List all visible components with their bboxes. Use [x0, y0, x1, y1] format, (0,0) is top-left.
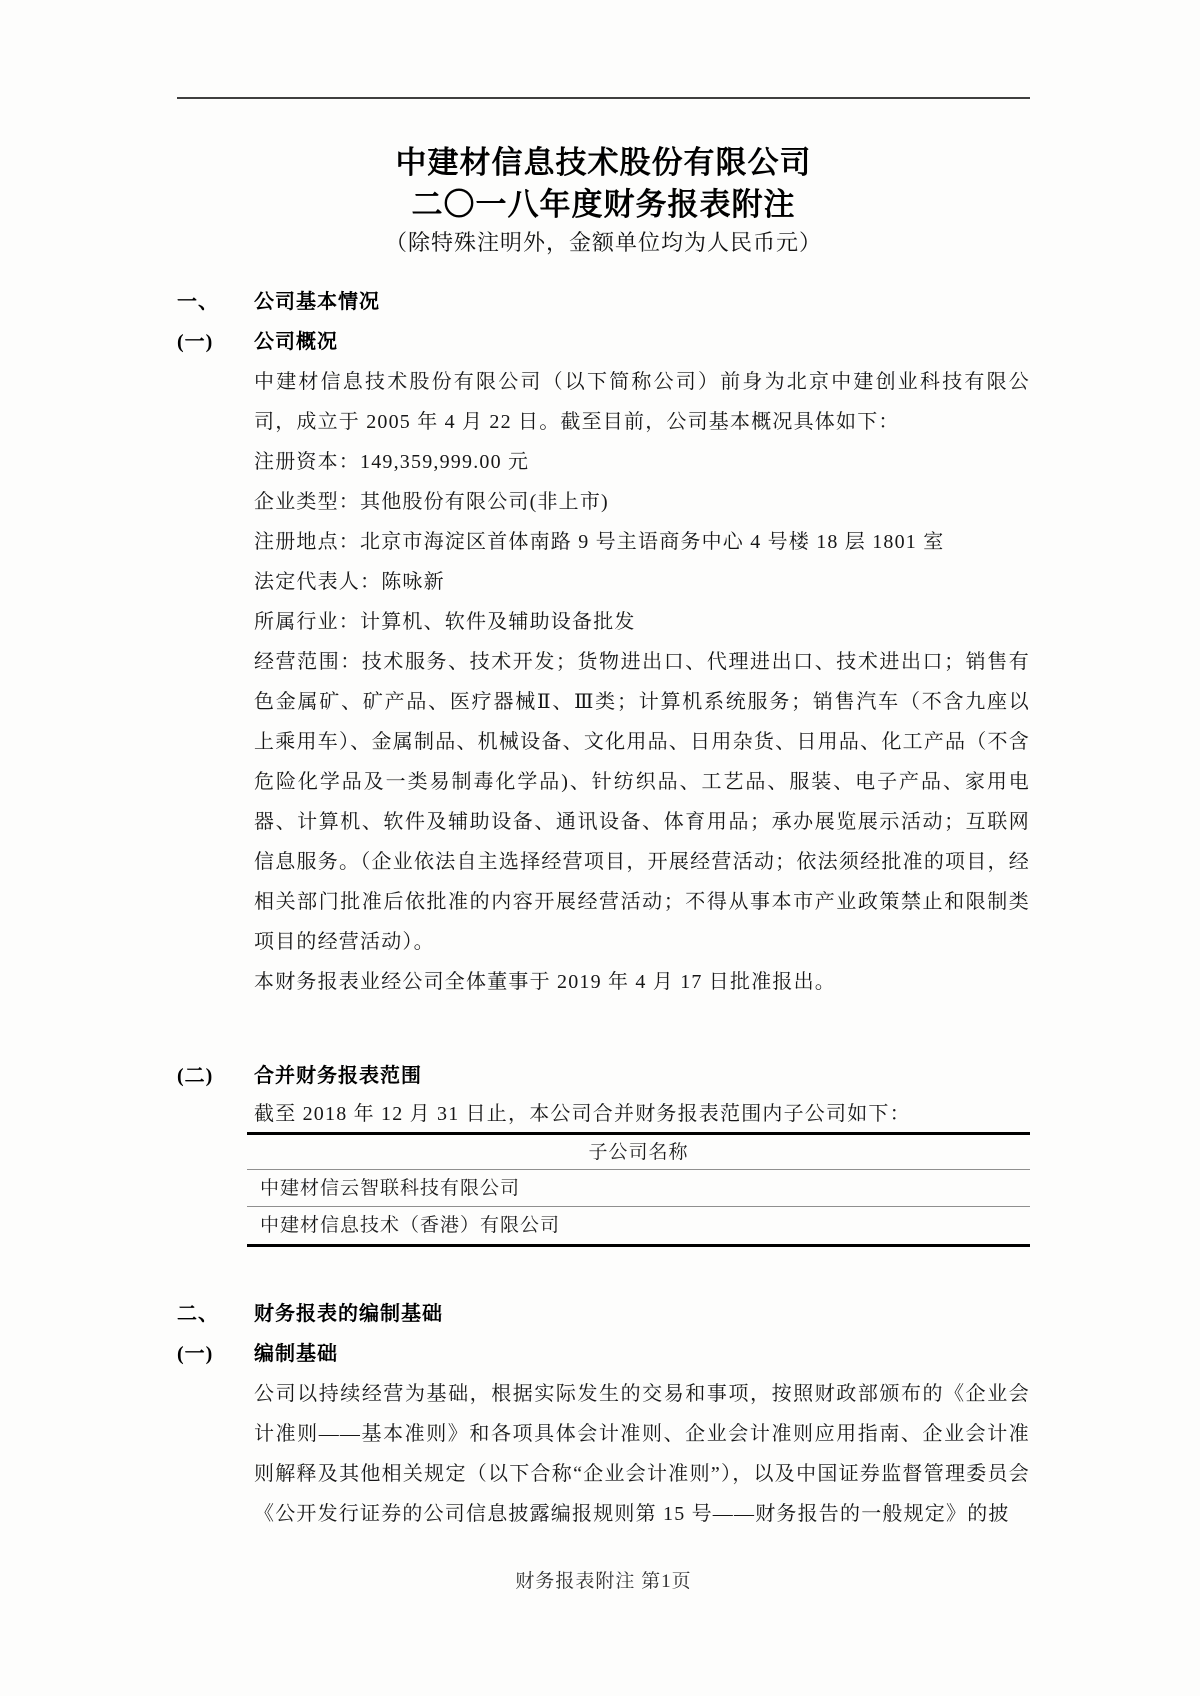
section-2-1-heading: [177, 1334, 1030, 1374]
section-1-1-number: (一): [177, 331, 214, 353]
section-1-1-heading: [177, 322, 1030, 362]
section-2-title: 财务报表的编制基础: [254, 1303, 443, 1325]
page-content: [177, 97, 1030, 1534]
page-title-line-2: 二〇一八年度财务报表附注: [411, 187, 796, 222]
table-row: 中建材信息技术（香港）有限公司: [260, 1215, 561, 1236]
section-2-heading: [177, 1294, 1030, 1334]
section-2-1-title: 编制基础: [254, 1343, 338, 1365]
company-overview-paragraph: 中建材信息技术股份有限公司（以下简称公司）前身为北京中建创业科技有限公司，成立于 2005 年 4 月 22 日。截至目前，公司基本概况具体如下：: [254, 371, 1030, 433]
section-1-heading: [177, 282, 1030, 322]
page-footer: 财务报表附注 第1页: [515, 1571, 692, 1592]
section-1-number: 一、: [177, 291, 219, 313]
registered-address-line: 注册地点：北京市海淀区首体南路 9 号主语商务中心 4 号楼 18 层 1801 室: [254, 531, 945, 553]
section-1-1-title: 公司概况: [254, 331, 338, 353]
preparation-basis-paragraph: 公司以持续经营为基础，根据实际发生的交易和事项，按照财政部颁布的《企业会计准则——基本准则》和各项具体会计准则、企业会计准则应用指南、企业会计准则解释及其他相关规定（以下合称“企业会计准则”），以及中国证券监督管理委员会《公开发行证券的公司信息披露编报规则第 15 号——财务报告的一般规定》的披: [254, 1383, 1030, 1525]
legal-representative-line: 法定代表人：陈咏新: [254, 571, 445, 593]
section-2-number: 二、: [177, 1303, 219, 1325]
business-scope-paragraph: 经营范围：技术服务、技术开发；货物进出口、代理进出口、技术进出口；销售有色金属矿、矿产品、医疗器械Ⅱ、Ⅲ类；计算机系统服务；销售汽车（不含九座以上乘用车）、金属制品、机械设备、文化用品、日用杂货、日用品、化工产品（不含危险化学品及一类易制毒化学品)、针纺织品、工艺品、服装、电子产品、家用电器、计算机、软件及辅助设备、通讯设备、体育用品；承办展览展示活动；互联网信息服务。（企业依法自主选择经营项目，开展经营活动；依法须经批准的项目，经相关部门批准后依批准的内容开展经营活动；不得从事本市产业政策禁止和限制类项目的经营活动）。: [254, 651, 1030, 953]
approval-date-paragraph: 本财务报表业经公司全体董事于 2019 年 4 月 17 日批准报出。: [254, 971, 836, 993]
section-1-2-title: 合并财务报表范围: [254, 1065, 422, 1087]
page-title-line-1: 中建材信息技术股份有限公司: [395, 145, 812, 180]
page-subtitle: （除特殊注明外，金额单位均为人民币元）: [384, 230, 822, 255]
section-1-2-number: (二): [177, 1065, 214, 1087]
table-row: 中建材信云智联科技有限公司: [247, 1170, 1030, 1207]
registered-capital-line: 注册资本：149,359,999.00 元: [254, 451, 530, 473]
table-header-subsidiary-name: 子公司名称: [247, 1135, 1030, 1170]
consolidation-scope-intro: 截至 2018 年 12 月 31 日止，本公司合并财务报表范围内子公司如下：: [254, 1103, 911, 1125]
subsidiaries-table: [247, 1132, 1030, 1247]
section-1-2-heading: [177, 1056, 1030, 1096]
section-1-title: 公司基本情况: [254, 291, 380, 313]
enterprise-type-line: 企业类型：其他股份有限公司(非上市): [254, 491, 609, 513]
section-2-1-number: (一): [177, 1343, 214, 1365]
industry-line: 所属行业：计算机、软件及辅助设备批发: [254, 611, 636, 633]
